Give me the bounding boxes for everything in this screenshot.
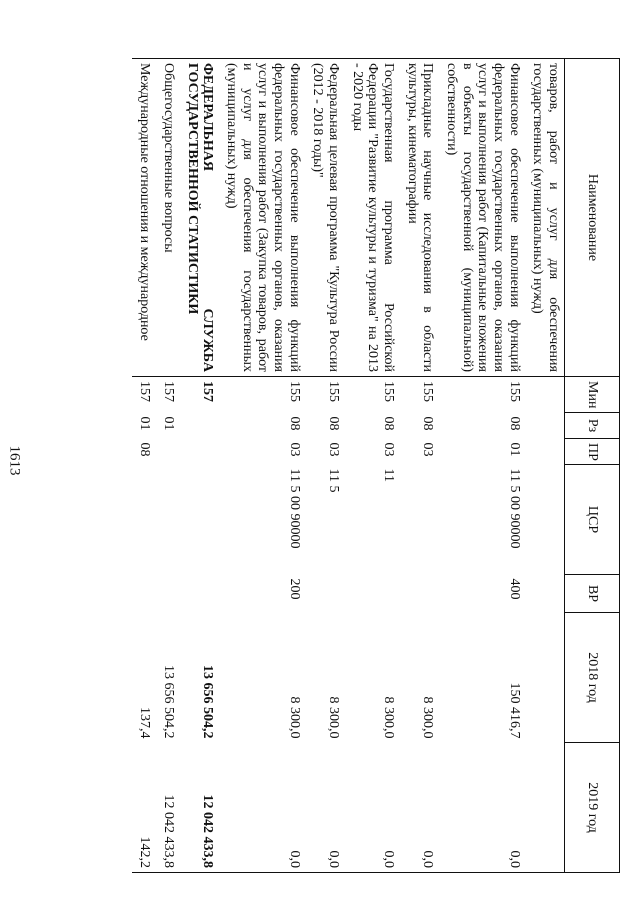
cell-pr: 01 xyxy=(506,442,522,457)
cell-min: 155 xyxy=(420,381,436,402)
cell-min: 155 xyxy=(380,381,396,402)
cell-y2018: 8 300,0 xyxy=(420,696,436,739)
cell-pr xyxy=(179,439,218,465)
cell-csr: 11 5 00 90000 xyxy=(506,468,522,549)
cell-name: Государственная программа Российской Федерации "Развитие культуры и туризма" на 2013 - 2020 годы xyxy=(344,59,399,377)
cell-vr xyxy=(344,575,399,613)
header-2018: 2018 год xyxy=(565,613,620,743)
cell-min: 157 xyxy=(160,381,176,402)
cell-name: Финансовое обеспечение выполнения функций федеральных государственных органов, оказания услуг и выполнения работ (Капитальные вложения в объекты государственной (муниципальной) собственности) xyxy=(438,59,524,377)
rotated-page-content xyxy=(55,58,620,872)
cell-min xyxy=(525,377,565,413)
cell-y2018: 8 300,0 xyxy=(286,696,302,739)
cell-pr: 03 xyxy=(286,442,302,457)
cell-min: 157 xyxy=(137,381,153,402)
cell-csr xyxy=(179,465,218,575)
header-pr: ПР xyxy=(565,439,620,465)
cell-pr: 03 xyxy=(420,442,436,457)
table-row xyxy=(438,59,524,873)
cell-y2018: 13 656 504,2 xyxy=(200,665,216,739)
cell-name: Финансовое обеспечение выполнения функций федеральных государственных органов, оказания услуг и выполнения работ (Закупка товаров, работ и услуг для обеспечения государственных (муниципальных) нужд) xyxy=(218,59,304,377)
table-row xyxy=(399,59,438,873)
cell-name: ФЕДЕРАЛЬНАЯ СЛУЖБА ГОСУДАРСТВЕННОЙ СТАТИСТИКИ xyxy=(179,59,218,377)
table-header xyxy=(565,59,620,873)
cell-y2019: 0,0 xyxy=(399,743,438,873)
cell-vr xyxy=(132,575,156,613)
cell-y2019: 12 042 433,8 xyxy=(179,743,218,873)
cell-rz: 08 xyxy=(380,416,396,431)
cell-vr: 400 xyxy=(506,578,522,600)
cell-rz: 08 xyxy=(420,416,436,431)
table-row xyxy=(305,59,344,873)
cell-y2019: 0,0 xyxy=(218,743,304,873)
table-row xyxy=(132,59,156,873)
cell-y2018: 8 300,0 xyxy=(325,696,341,739)
table-row xyxy=(179,59,218,873)
page-number: 1613 xyxy=(6,445,23,476)
cell-csr xyxy=(132,465,156,575)
cell-vr xyxy=(525,575,565,613)
cell-name: Федеральная целевая программа "Культура России (2012 - 2018 годы)" xyxy=(305,59,344,377)
table-row xyxy=(155,59,179,873)
cell-pr: 03 xyxy=(325,442,341,457)
cell-min: 155 xyxy=(325,381,341,402)
cell-name: Международные отношения и международное xyxy=(132,59,156,377)
table-row xyxy=(525,59,565,873)
cell-csr: 11 xyxy=(380,468,396,482)
header-2019: 2019 год xyxy=(565,743,620,873)
cell-y2019: 0,0 xyxy=(438,743,524,873)
cell-csr xyxy=(525,465,565,575)
cell-pr: 03 xyxy=(380,442,396,457)
cell-pr xyxy=(155,439,179,465)
cell-rz: 08 xyxy=(325,416,341,431)
cell-pr xyxy=(525,439,565,465)
cell-rz: 08 xyxy=(286,416,302,431)
cell-rz xyxy=(179,413,218,439)
cell-vr xyxy=(179,575,218,613)
cell-vr xyxy=(399,575,438,613)
cell-y2019: 0,0 xyxy=(305,743,344,873)
table-row xyxy=(218,59,304,873)
cell-name: Прикладные научные исследования в области культуры, кинематографии xyxy=(399,59,438,377)
cell-name: Общегосударственные вопросы xyxy=(155,59,179,377)
cell-vr: 200 xyxy=(286,578,302,600)
cell-csr: 11 5 xyxy=(325,468,341,493)
cell-rz: 08 xyxy=(506,416,522,431)
cell-min: 157 xyxy=(200,381,216,402)
header-vr: ВР xyxy=(565,575,620,613)
cell-name: товаров, работ и услуг для обеспечения государственных (муниципальных) нужд) xyxy=(525,59,565,377)
cell-vr xyxy=(305,575,344,613)
cell-csr: 11 5 00 90000 xyxy=(286,468,302,549)
header-name: Наименование xyxy=(565,59,620,377)
cell-csr xyxy=(155,465,179,575)
cell-rz: 01 xyxy=(160,416,176,431)
cell-y2018: 13 656 504,2 xyxy=(160,665,176,739)
cell-min: 155 xyxy=(286,381,302,402)
cell-csr xyxy=(399,465,438,575)
table-row xyxy=(344,59,399,873)
table-body xyxy=(132,59,565,873)
cell-y2018: 8 300,0 xyxy=(380,696,396,739)
header-min: Мин xyxy=(565,377,620,413)
cell-vr xyxy=(155,575,179,613)
budget-table xyxy=(132,58,620,873)
cell-rz: 01 xyxy=(137,416,153,431)
cell-min: 155 xyxy=(506,381,522,402)
cell-y2019: 0,0 xyxy=(344,743,399,873)
cell-rz xyxy=(525,413,565,439)
cell-y2019 xyxy=(525,743,565,873)
cell-y2018: 137,4 xyxy=(137,707,153,739)
cell-y2019: 12 042 433,8 xyxy=(155,743,179,873)
cell-y2019: 142,2 xyxy=(132,743,156,873)
header-csr: ЦСР xyxy=(565,465,620,575)
cell-pr: 08 xyxy=(137,442,153,457)
cell-y2018: 150 416,7 xyxy=(506,682,522,739)
cell-y2018 xyxy=(525,613,565,743)
header-rz: Рз xyxy=(565,413,620,439)
